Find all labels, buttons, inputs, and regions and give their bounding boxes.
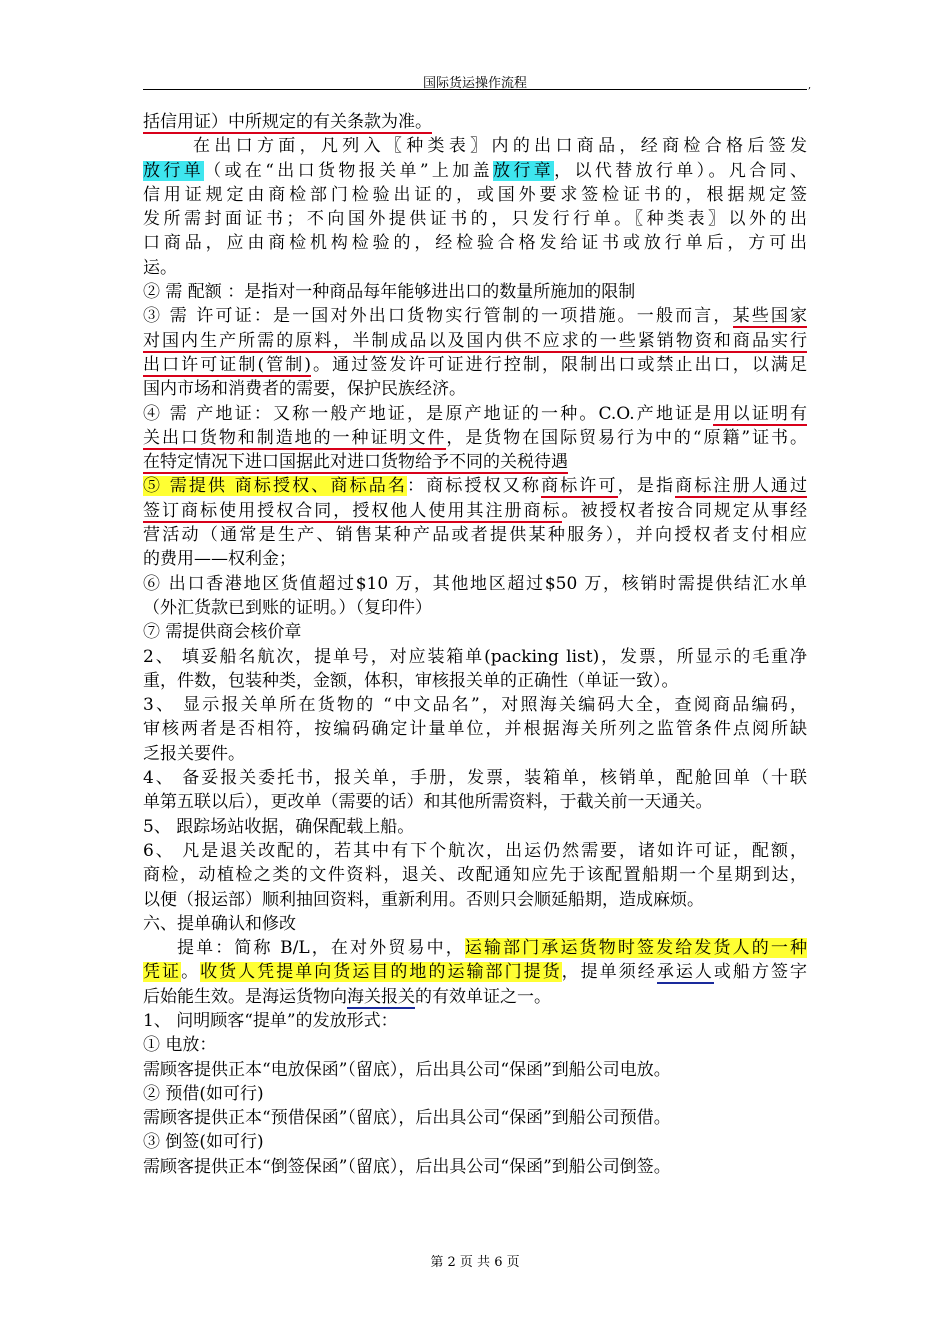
highlighted-text: 放行章 xyxy=(493,160,555,181)
text-line: ⑦ 需提供商会核价章 xyxy=(143,622,302,643)
highlighted-text: 放行单 xyxy=(143,160,205,181)
text-line: 发所需封面证书；不向国外提供证书的，只发行行单。〖种类表〗以外的出 xyxy=(143,209,807,230)
text-line: 的费用——权利金； xyxy=(143,549,296,570)
text-line: ② 需 配额 ：是指对一种商品每年能够进出口的数量所施加的限制 xyxy=(143,282,636,303)
text-line: 6、 凡是退关改配的，若其中有下个航次，出运仍然需要，诸如许可证，配额， xyxy=(143,840,807,861)
underlined-text: 括信用证）中所规定的有关条款为准。 xyxy=(143,112,432,132)
text-line: 2、 填妥船名航次，提单号，对应装箱单(packing list)，发票，所显示的毛重净 xyxy=(143,646,807,667)
underlined-text: 商标许可 xyxy=(541,476,618,497)
text-line: 审核两者是否相符，按编码确定计量单位，并根据海关所列之监管条件点阅所缺 xyxy=(143,719,807,740)
highlighted-text: ⑤ 需提供 商标授权、商标品名 xyxy=(143,476,408,497)
text-line: 乏报关要件。 xyxy=(143,743,245,764)
text-line: 5、 跟踪场站收据，确保配载上船。 xyxy=(143,816,415,837)
hyperlink-text[interactable]: 海关报关 xyxy=(347,986,415,1007)
text-line: 重，件数，包装种类，金额，体积，审核报关单的正确性（单证一致）。 xyxy=(143,670,679,691)
underlined-text: 关出口货物和制造地的一种证明文件 xyxy=(143,427,447,448)
text-line: ④ 需 产地证：又称一般产地证，是原产地证的一种。C.O.产地证是用以证明有 xyxy=(143,403,807,424)
text-line: ② 预借(如可行) xyxy=(143,1083,264,1104)
text-line: 营活动（通常是生产、销售某种产品或者提供某种服务），并向授权者支付相应 xyxy=(143,525,807,546)
hyperlink-text[interactable]: 承运人 xyxy=(656,962,714,983)
underlined-text: 用以证明有 xyxy=(713,403,807,424)
text-line: ⑤ 需提供 商标授权、商标品名：商标授权又称商标许可，是指商标注册人通过 xyxy=(143,476,808,497)
text-line: 需顾客提供正本“预借保函”（留底），后出具公司“保函”到船公司预借。 xyxy=(143,1108,671,1129)
highlighted-text: 凭证 xyxy=(143,962,182,983)
underlined-text: 在特定情况下进口国据此对进口货物给予不同的关税待遇 xyxy=(143,452,568,473)
text-line: 4、 备妥报关委托书，报关单，手册，发票，装箱单，核销单，配舱回单（十联 xyxy=(143,768,807,789)
text-line xyxy=(143,450,807,474)
text-line: （外汇货款已到账的证明。）（复印件） xyxy=(143,597,432,618)
document-body xyxy=(143,110,807,1179)
header-divider xyxy=(143,89,807,90)
text-line: 信用证规定由商检部门检验出证的，或国外要求签检证书的，根据规定签 xyxy=(143,184,807,205)
text-line: 放行单（或在“出口货物报关单”上加盖放行章，以代替放行单）。凡合同、 xyxy=(143,160,808,181)
text-line: 出口许可证制(管制)。通过签发许可证进行控制，限制出口或禁止出口，以满足 xyxy=(143,354,807,375)
text-line: 3、 显示报关单所在货物的 “中文品名”，对照海关编码大全，查阅商品编码， xyxy=(143,695,807,716)
text-line: 运。 xyxy=(143,257,177,278)
underlined-text: 签订商标使用授权合同，授权他人使用其注册商标 xyxy=(143,500,562,521)
text-line: 后始能生效。是海运货物向海关报关的有效单证之一。 xyxy=(143,986,551,1007)
text-line: 关出口货物和制造地的一种证明文件，是货物在国际贸易行为中的“原籍”证书。 xyxy=(143,427,808,448)
text-line: ⑥ 出口香港地区货值超过$10 万，其他地区超过$50 万，核销时需提供结汇水单 xyxy=(143,573,807,594)
page-header-title: 国际货运操作流程 xyxy=(422,76,527,91)
text-line: 口商品，应由商检机构检验的，经检验合格发给证书或放行单后，方可出 xyxy=(143,233,807,254)
highlighted-text: 收货人凭提单向货运目的地的运输部门提货 xyxy=(200,962,562,983)
highlighted-text: 运输部门承运货物时签发给发货人的一种 xyxy=(464,938,807,959)
text-line xyxy=(143,110,807,134)
page-number-footer: 第 2 页 共 6 页 xyxy=(430,1255,520,1270)
text-line: ③ 需 许可证：是一国对外出口货物实行管制的一项措施。一般而言，某些国家 xyxy=(143,306,808,327)
text-line: 国内市场和消费者的需要，保护民族经济。 xyxy=(143,379,466,400)
underlined-text: 对国内生产所需的原料，半制成品以及国内供不应求的一些紧销物资和商品实行 xyxy=(143,330,807,351)
text-line: 提单：简称 B/L，在对外贸易中，运输部门承运货物时签发给发货人的一种 xyxy=(177,938,807,959)
text-line: 凭证。收货人凭提单向货运目的地的运输部门提货，提单须经承运人或船方签字 xyxy=(143,962,808,983)
text-line: 单第五联以后），更改单（需要的话）和其他所需资料，于截关前一天通关。 xyxy=(143,792,713,813)
section-heading: 六、提单确认和修改 xyxy=(143,913,296,934)
text-line: 以便（报运部）顺利抽回资料，重新利用。否则只会顺延船期，造成麻烦。 xyxy=(143,889,704,910)
header-mark: , xyxy=(808,80,812,91)
text-line: 需顾客提供正本“电放保函”（留底），后出具公司“保函”到船公司电放。 xyxy=(143,1059,671,1080)
text-line: 签订商标使用授权合同，授权他人使用其注册商标。被授权者按合同规定从事经 xyxy=(143,500,808,521)
text-line: ③ 倒签(如可行) xyxy=(143,1132,264,1153)
underlined-text: 出口许可证制(管制) xyxy=(143,354,311,375)
text-line: 在出口方面，凡列入〖种类表〗内的出口商品，经商检合格后签发 xyxy=(193,136,807,157)
text-line: 1、 问明顾客“提单”的发放形式： xyxy=(143,1010,398,1031)
underlined-text: 某些国家 xyxy=(732,306,808,327)
text-line: 商检，动植检之类的文件资料，退关、改配通知应先于该配置船期一个星期到达， xyxy=(143,865,807,886)
underlined-text: 商标注册人通过 xyxy=(675,476,808,497)
text-line xyxy=(143,329,807,353)
text-line: 需顾客提供正本“倒签保函”（留底），后出具公司“保函”到船公司倒签。 xyxy=(143,1156,671,1177)
text-line: ① 电放： xyxy=(143,1035,217,1056)
